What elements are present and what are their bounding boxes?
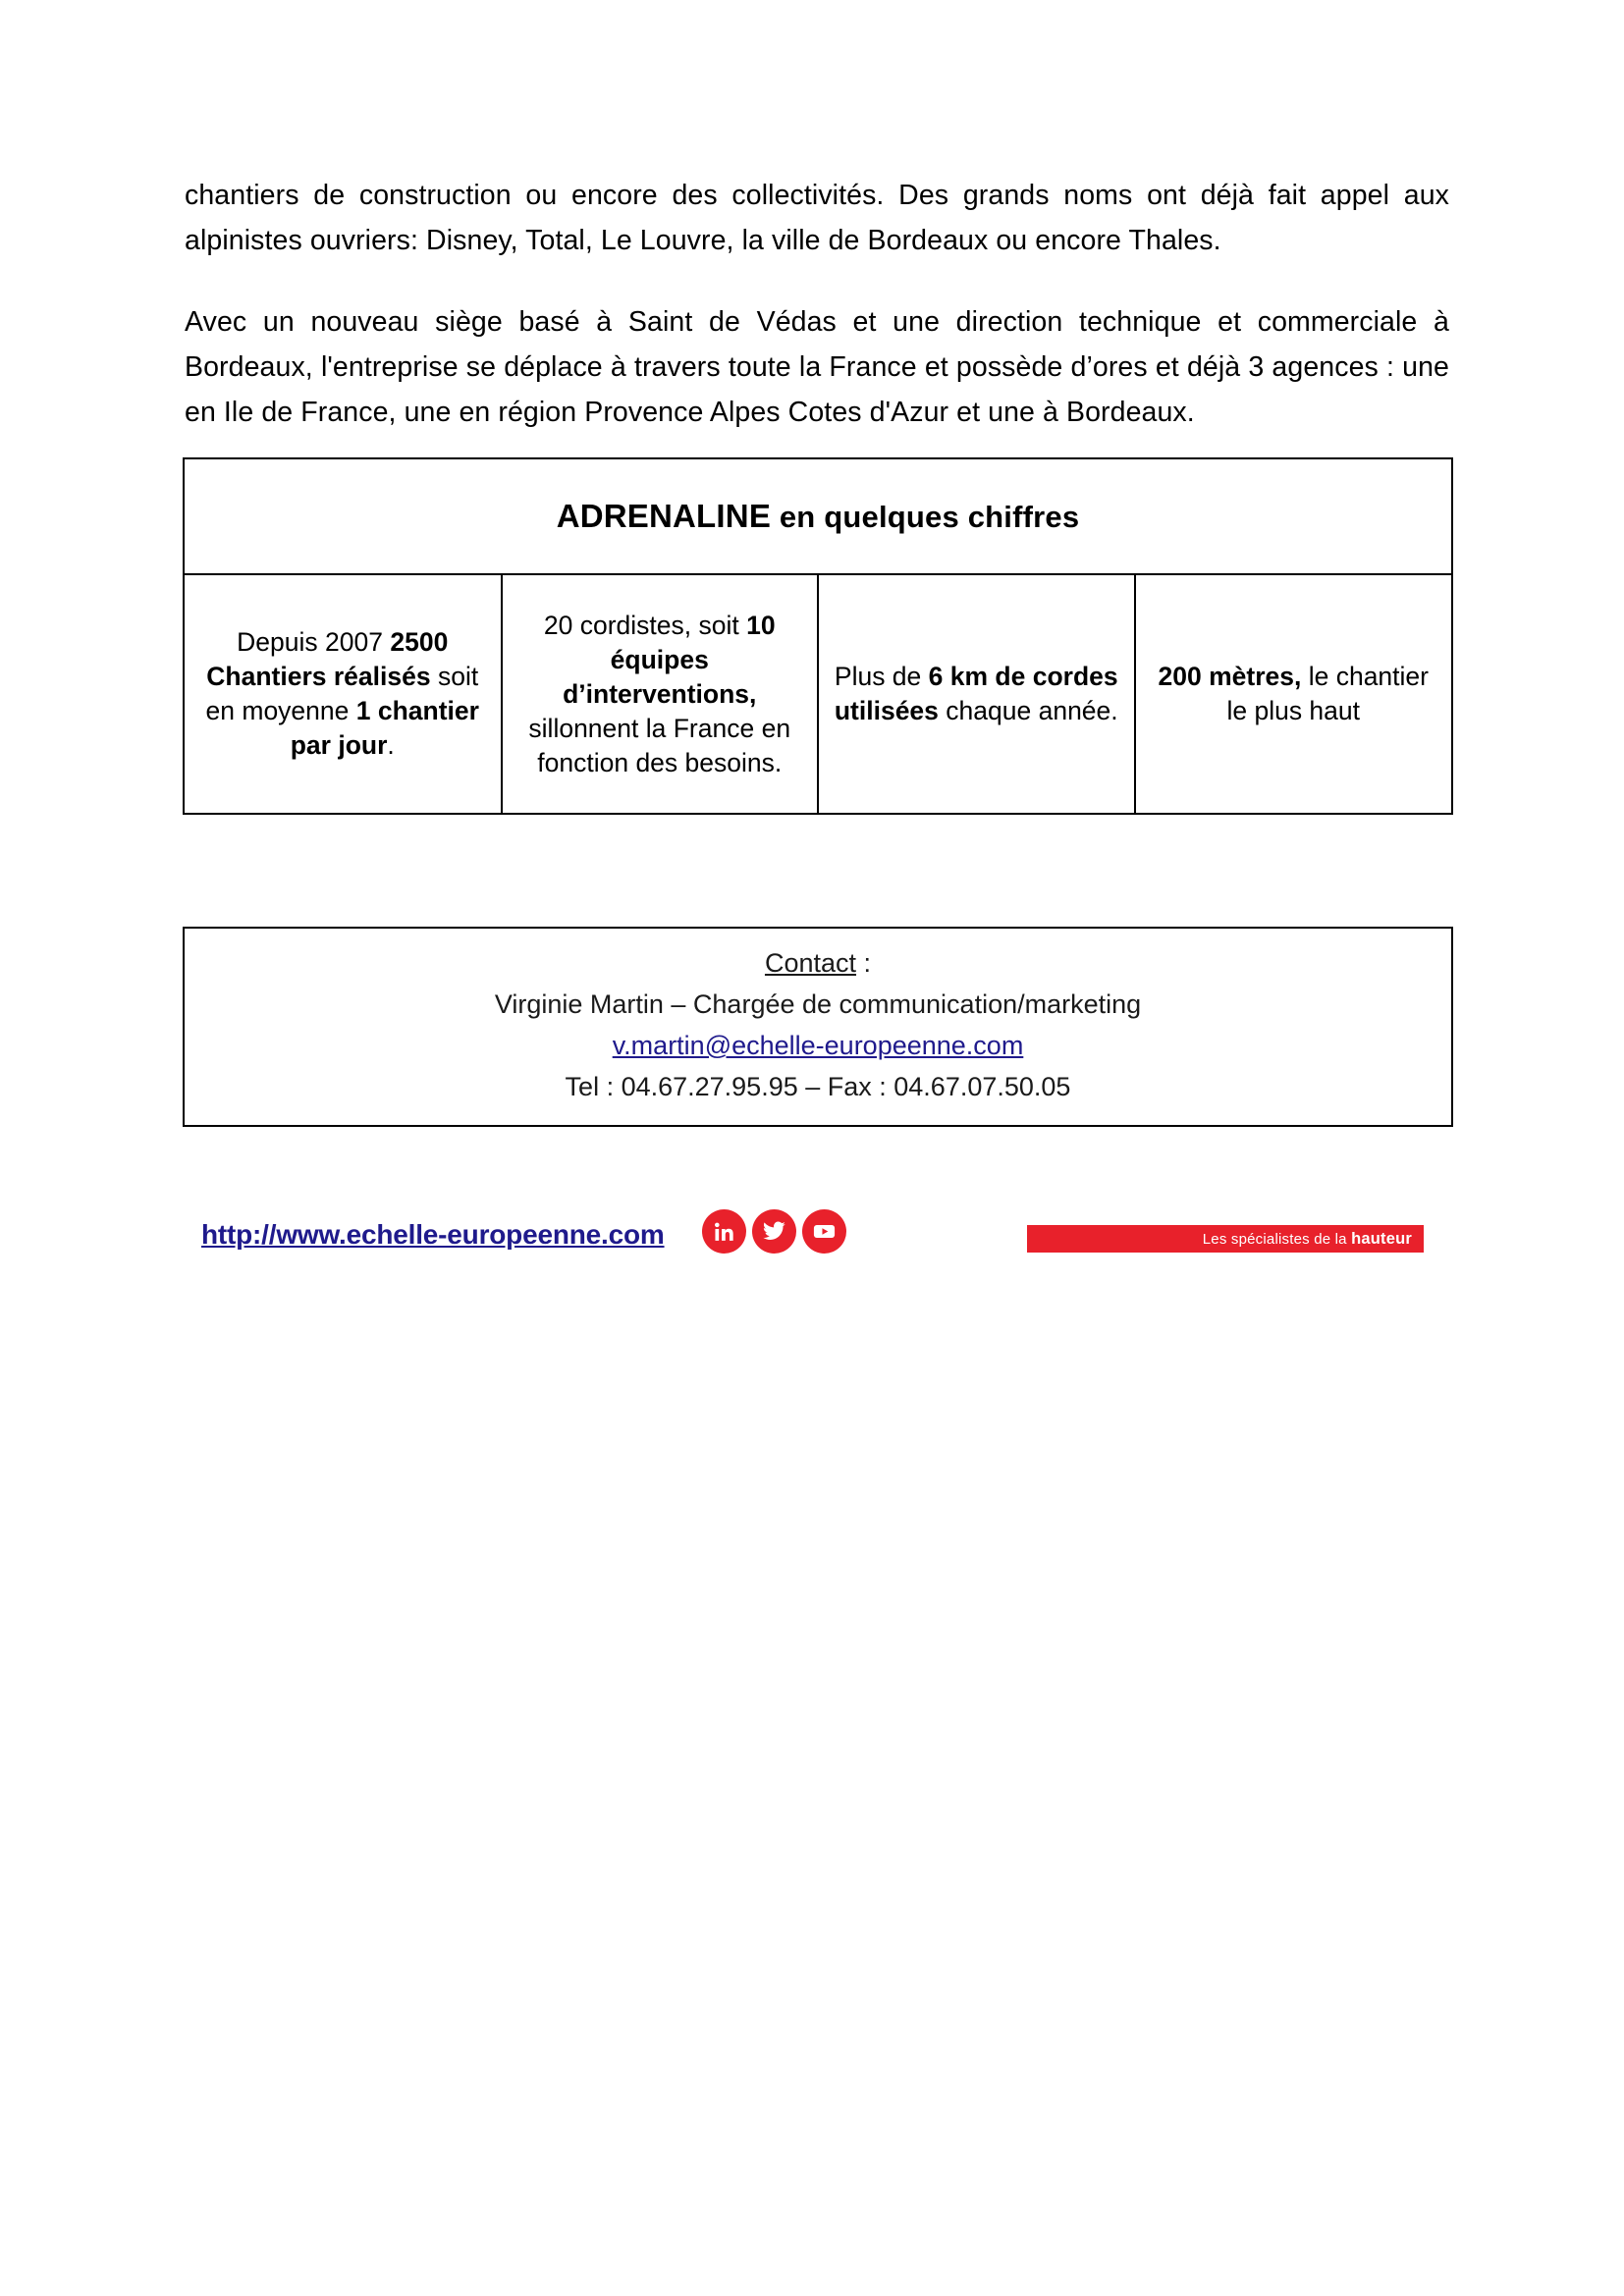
stats-table-header-cell [185,459,1451,574]
stats-cell-hauteur: 200 mètres, le chantier le plus haut [1158,662,1429,725]
stats-cell-chantiers: Depuis 2007 2500 Chantiers réalisés soit en moyenne 1 chantier par jour. [185,574,502,813]
brand-banner-prefix: Les spécialistes de la [1202,1230,1352,1248]
website-url-link[interactable]: http://www.echelle-europeenne.com [201,1219,665,1250]
contact-box [183,927,1453,1127]
youtube-icon[interactable] [802,1209,846,1254]
contact-phone-fax: Tel : 04.67.27.95.95 – Fax : 04.67.07.50.05 [565,1072,1071,1101]
stats-title-brand: ADRENALINE [556,498,772,534]
stats-table-header-row [185,459,1451,574]
brand-banner-text [1203,1230,1412,1249]
linkedin-icon[interactable] [702,1209,746,1254]
paragraph-2: Avec un nouveau siège basé à Saint de Védas et une direction technique et commerciale à Bordeaux, l'entreprise se déplace à travers toute la France et possède d’ores et déjà 3 agences : une en Ile de France, une en région Provence Alpes Cotes d'Azur et une à Bordeaux. [185,306,1449,428]
brand-banner-keyword: hauteur [1351,1229,1412,1248]
contact-heading-suffix: : [856,948,872,978]
stats-title-rest: en quelques chiffres [771,500,1080,534]
contact-heading [194,942,1441,984]
stats-table-title [185,498,1451,535]
contact-email-link[interactable]: v.martin@echelle-europeenne.com [612,1031,1024,1060]
stats-cell-cordes: Plus de 6 km de cordes utilisées chaque année. [818,574,1135,813]
social-icon-group [702,1209,846,1254]
brand-banner [1027,1225,1424,1253]
contact-person: Virginie Martin – Chargée de communication/marketing [494,989,1142,1019]
stats-table-body-row [185,574,1451,813]
contact-heading-label: Contact [764,948,857,978]
stats-table [183,457,1453,815]
footer-row [0,1205,1624,1274]
stats-cell-cordistes: 20 cordistes, soit 10 équipes d’interventions, sillonnent la France en fonction des besoins. [502,574,819,813]
intro-paragraphs [185,173,1449,435]
twitter-icon[interactable] [752,1209,796,1254]
paragraph-1: chantiers de construction ou encore des collectivités. Des grands noms ont déjà fait appel aux alpinistes ouvriers: Disney, Total, Le Louvre, la ville de Bordeaux ou encore Thales. [185,180,1449,256]
